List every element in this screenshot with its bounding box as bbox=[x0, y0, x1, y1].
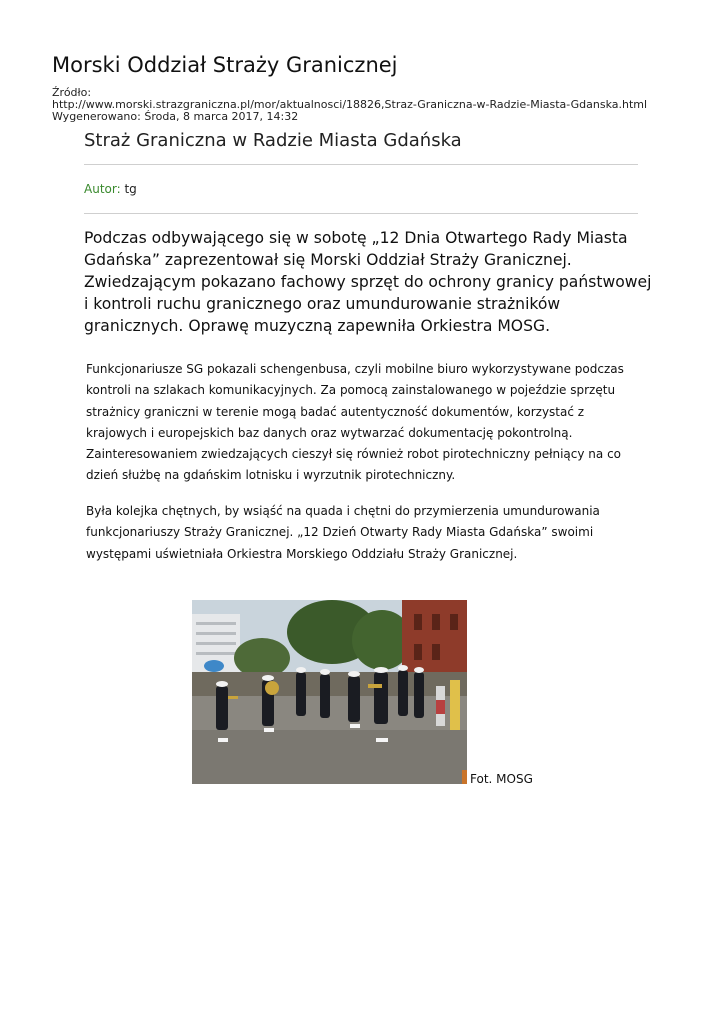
generated-date: Wygenerowano: Środa, 8 marca 2017, 14:32 bbox=[52, 110, 299, 123]
site-title: Morski Oddział Straży Granicznej bbox=[52, 53, 398, 77]
photo-edge bbox=[462, 770, 467, 784]
article-photo bbox=[192, 600, 467, 784]
article-paragraph-2 bbox=[86, 501, 646, 565]
paragraph-line: Zainteresowaniem zwiedzających cieszył się również robot pirotechniczny pełniący na co bbox=[86, 447, 622, 462]
photo-caption: Fot. MOSG bbox=[470, 772, 533, 786]
paragraph-line: funkcjonariuszy Straży Granicznej. „12 Dzień Otwarty Rady Miasta Gdańska” swoimi bbox=[86, 525, 594, 540]
author-name: tg bbox=[124, 182, 137, 196]
divider-bottom bbox=[84, 213, 638, 214]
author-label: Autor: bbox=[84, 182, 121, 196]
article-paragraph-1 bbox=[86, 359, 646, 487]
paragraph-line: Funkcjonariusze SG pokazali schengenbusa, czyli mobilne biuro wykorzystywane podczas bbox=[86, 362, 624, 376]
divider-top bbox=[84, 164, 638, 165]
article-lead bbox=[84, 227, 652, 337]
paragraph-line: dzień służbę na gdańskim lotnisku i wyrzutnik pirotechniczny. bbox=[86, 468, 456, 483]
lead-line: Gdańska” zaprezentował się Morski Oddział Straży Granicznej. bbox=[84, 251, 572, 269]
source-meta bbox=[52, 87, 692, 123]
paragraph-line: strażnicy graniczni w terenie mogą badać autentyczność dokumentów, korzystać z bbox=[86, 404, 585, 419]
lead-line: Zwiedzającym pokazano fachowy sprzęt do ochrony granicy państwowej bbox=[84, 273, 652, 291]
source-label: Źródło: bbox=[52, 86, 92, 99]
paragraph-line: występami uświetniała Orkiestra Morskiego Oddziału Straży Granicznej. bbox=[86, 546, 518, 561]
lead-line: i kontroli ruchu granicznego oraz umundurowanie strażników bbox=[84, 295, 561, 313]
lead-line: granicznych. Oprawę muzyczną zapewniła Orkiestra MOSG. bbox=[84, 317, 551, 335]
paragraph-line: Była kolejka chętnych, by wsiąść na quada i chętni do przymierzenia umundurowania bbox=[86, 504, 600, 518]
paragraph-line: kontroli na szlakach komunikacyjnych. Za pomocą zainstalowanego w pojeździe sprzętu bbox=[86, 383, 616, 398]
author-line bbox=[84, 182, 137, 196]
article-title: Straż Graniczna w Radzie Miasta Gdańska bbox=[84, 130, 462, 151]
lead-line: Podczas odbywającego się w sobotę „12 Dnia Otwartego Rady Miasta bbox=[84, 229, 628, 247]
source-url[interactable]: http://www.morski.strazgraniczna.pl/mor/aktualnosci/18826,Straz-Graniczna-w-Radzie-Miasta-Gdanska.html bbox=[52, 98, 648, 111]
paragraph-line: krajowych i europejskich baz danych oraz wytwarzać dokumentację pokontrolną. bbox=[86, 425, 573, 440]
